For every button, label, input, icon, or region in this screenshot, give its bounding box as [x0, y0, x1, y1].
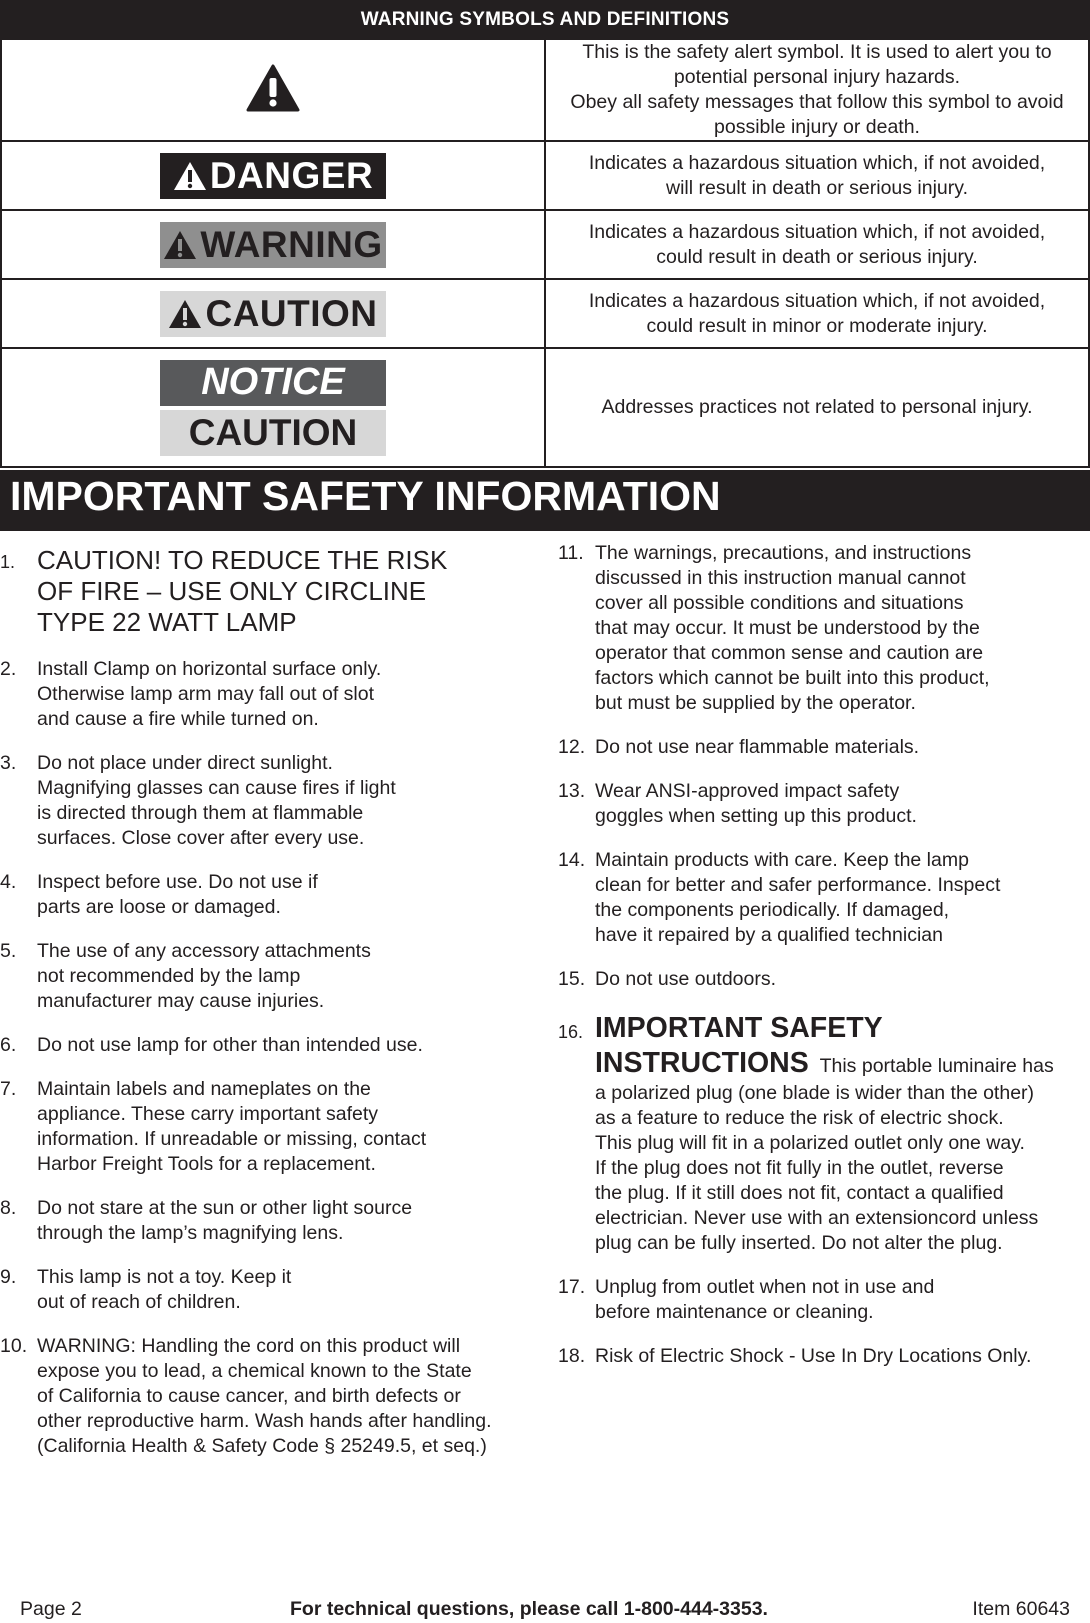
item-heading-line1: IMPORTANT SAFETY: [595, 1012, 883, 1044]
list-item: [0, 1334, 530, 1459]
item-text: Inspect before use. Do not use if parts are loose or damaged.: [37, 871, 318, 918]
item-text: This lamp is not a toy. Keep it out of reach of children.: [37, 1266, 292, 1313]
list-item: [0, 545, 530, 638]
item-text: Maintain products with care. Keep the lamp clean for better and safer performance. Inspect the components periodically. If damaged, have it repaired by a qualified technician: [595, 849, 1001, 946]
warning-symbols-table: [0, 0, 1090, 468]
item-number: 2.: [0, 658, 17, 680]
item-text: Risk of Electric Shock - Use In Dry Locations Only.: [595, 1345, 1032, 1367]
alert-triangle-icon: [173, 161, 207, 191]
item-number: 16.: [558, 1022, 584, 1042]
item-text: Maintain labels and nameplates on the appliance. These carry important safety information. If unreadable or missing, contact Harbor Freight Tools for a replacement.: [37, 1078, 427, 1175]
item-number: 12.: [558, 736, 586, 758]
item-text: Do not use near flammable materials.: [595, 736, 920, 758]
item-text: Do not use outdoors.: [595, 968, 777, 990]
notice-caution-label: CAUTION: [160, 410, 386, 456]
item-text: Unplug from outlet when not in use and before maintenance or cleaning.: [595, 1276, 935, 1323]
symbol-cell-caution: [1, 279, 545, 348]
list-item: [558, 779, 1090, 829]
item-text: WARNING: Handling the cord on this product will expose you to lead, a chemical known to the State of California to cause cancer, and birth defects or other reproductive harm. Wash hands after handling. (California Health & Safety Code § 25249.5, et seq.): [37, 1335, 492, 1457]
item-text: a polarized plug (one blade is wider than the other) as a feature to reduce the risk of electric shock. This plug will fit in a polarized outlet only one way. If the plug does not fit fully in the outlet, reverse the plug. If it still does not fit, contact a qualified electrician. Never use with an extensioncord unless plug can be fully inserted. Do not alter the plug.: [595, 1082, 1039, 1254]
alert-triangle-icon: [168, 299, 202, 329]
item-text: Do not place under direct sunlight. Magnifying glasses can cause fires if light is directed through them at flammable surfaces. Close cover after every use.: [37, 752, 396, 849]
danger-badge: [160, 153, 386, 199]
warning-badge: [160, 222, 386, 268]
item-text: Wear ANSI-approved impact safety goggles when setting up this product.: [595, 780, 917, 827]
symbol-cell-warning: [1, 210, 545, 279]
list-item: [558, 967, 1090, 992]
list-item: [0, 751, 530, 851]
page-number: Page 2: [20, 1598, 82, 1620]
caution-label: CAUTION: [205, 292, 378, 334]
item-number: 14.: [558, 849, 586, 871]
list-item: [558, 848, 1090, 948]
item-text: Do not use lamp for other than intended use.: [37, 1034, 423, 1056]
item-number: 10.: [0, 1335, 28, 1357]
list-item: [558, 735, 1090, 760]
list-item: [558, 1344, 1090, 1369]
symbol-cell-notice: [1, 348, 545, 467]
item-number: 13.: [558, 780, 586, 802]
item-number: 18.: [558, 1345, 586, 1367]
item-number: 3.: [0, 752, 17, 774]
item-number: 5.: [0, 940, 17, 962]
item-number-label: Item 60643: [972, 1598, 1070, 1620]
item-number: 11.: [558, 542, 584, 564]
symbol-cell-alert: [1, 39, 545, 141]
page-footer: [0, 1598, 1090, 1622]
safety-list-right: [558, 541, 1090, 1388]
list-item: [0, 1077, 530, 1177]
list-item: [558, 1011, 1090, 1256]
caution-badge: [160, 291, 386, 337]
notice-caution-badge: [160, 360, 386, 456]
list-item: [558, 541, 1090, 716]
item-number: 7.: [0, 1078, 17, 1100]
list-item: [0, 870, 530, 920]
list-item: [0, 1196, 530, 1246]
item-text: CAUTION! TO REDUCE THE RISK OF FIRE – USE ONLY CIRCLINE TYPE 22 WATT LAMP: [37, 545, 448, 637]
warning-label: WARNING: [200, 223, 383, 265]
definition-danger: Indicates a hazardous situation which, if not avoided, will result in death or serious injury.: [545, 141, 1089, 210]
item-number: 8.: [0, 1197, 17, 1219]
definition-alert: This is the safety alert symbol. It is used to alert you to potential personal injury hazards. Obey all safety messages that follow this symbol to avoid possible injury or death.: [545, 39, 1089, 141]
item-number: 6.: [0, 1034, 17, 1056]
list-item: [0, 657, 530, 732]
item-heading-line2: INSTRUCTIONS: [595, 1047, 809, 1079]
section-title: IMPORTANT SAFETY INFORMATION: [0, 470, 1090, 531]
list-item: [0, 1033, 530, 1058]
symbol-cell-danger: [1, 141, 545, 210]
item-text: The warnings, precautions, and instructions discussed in this instruction manual cannot cover all possible conditions and situations that may occur. It must be understood by the operator that common sense and caution are factors which cannot be built into this product, but must be supplied by the operator.: [595, 542, 990, 714]
danger-label: DANGER: [209, 154, 374, 196]
item-number: 4.: [0, 871, 17, 893]
safety-list-left: [0, 545, 530, 1478]
safety-alert-icon: [246, 64, 300, 112]
definition-notice: Addresses practices not related to personal injury.: [545, 348, 1089, 467]
table-header: WARNING SYMBOLS AND DEFINITIONS: [1, 1, 1089, 39]
item-text-inline: This portable luminaire has: [819, 1055, 1054, 1077]
item-number: 15.: [558, 968, 586, 990]
list-item: [0, 1265, 530, 1315]
list-item: [558, 1275, 1090, 1325]
definition-warning: Indicates a hazardous situation which, if not avoided, could result in death or serious injury.: [545, 210, 1089, 279]
item-text: The use of any accessory attachments not recommended by the lamp manufacturer may cause injuries.: [37, 940, 371, 1012]
item-number: 9.: [0, 1266, 17, 1288]
item-text: Do not stare at the sun or other light source through the lamp’s magnifying lens.: [37, 1197, 413, 1244]
notice-label: NOTICE: [160, 360, 386, 406]
item-number: 1.: [0, 552, 16, 572]
definition-caution: Indicates a hazardous situation which, if not avoided, could result in minor or moderate injury.: [545, 279, 1089, 348]
item-text: Install Clamp on horizontal surface only. Otherwise lamp arm may fall out of slot and cause a fire while turned on.: [37, 658, 382, 730]
support-phone: For technical questions, please call 1-800-444-3353.: [290, 1598, 768, 1620]
list-item: [0, 939, 530, 1014]
item-number: 17.: [558, 1276, 586, 1298]
alert-triangle-icon: [163, 230, 197, 260]
